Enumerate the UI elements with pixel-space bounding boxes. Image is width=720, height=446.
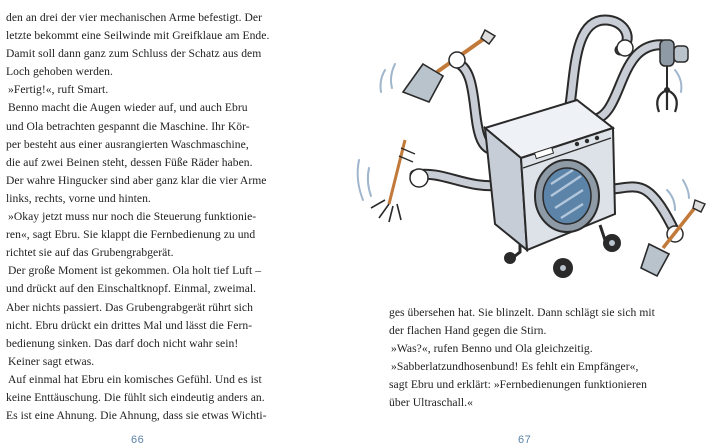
washing-machine-robot-illustration <box>345 0 720 300</box>
text-line: ges übersehen hat. Sie blinzelt. Dann schlägt sie sich mit <box>389 306 655 319</box>
text-line: »Was?«, rufen Benno und Ola gleichzeitig. <box>391 342 593 356</box>
text-line: »Okay jetzt muss nur noch die Steuerung funktionie- <box>8 210 257 224</box>
text-line: sagt Ebru und erklärt: »Fernbedienungen funktionieren <box>389 378 647 392</box>
washing-machine-body <box>485 100 615 250</box>
text-line: Der große Moment ist gekommen. Ola holt tief Luft – <box>8 264 262 278</box>
text-line: den an drei der vier mechanischen Arme befestigt. Der <box>6 11 262 24</box>
page-number-left: 66 <box>131 434 145 446</box>
trowel-icon <box>641 200 705 276</box>
text-line: »Sabberlatzundhosenbund! Es fehlt ein Empfänger«, <box>391 360 639 374</box>
text-line: Loch gehoben werden. <box>6 65 113 79</box>
text-line: Es ist eine Ahnung. Die Ahnung, dass sie etwas Wichti- <box>6 409 267 423</box>
text-line: Aber nichts passiert. Das Grubengrabgerät rührt sich <box>6 300 253 314</box>
text-line: Keiner sagt etwas. <box>8 354 95 368</box>
text-line: letzte bekommt eine Seilwinde mit Greifklaue am Ende. <box>6 29 270 43</box>
text-line: und drückt auf den Einschaltknopf. Einmal, zweimal. <box>6 282 257 296</box>
text-line: nicht. Ebru drückt ein drittes Mal und lässt die Fern- <box>6 318 253 332</box>
right-page-text <box>389 304 655 413</box>
page-number-right: 67 <box>518 434 532 446</box>
text-line: keine Enttäuschung. Die fühlt sich eindeutig anders an. <box>6 390 265 404</box>
left-page-text <box>6 9 274 425</box>
text-line: Damit soll dann ganz zum Schluss der Schatz aus dem <box>6 47 262 61</box>
text-line: richtet sie auf das Grubengrabgerät. <box>6 246 174 260</box>
wheel-icon <box>504 252 516 264</box>
text-line: Der wahre Hingucker sind aber ganz klar die vier Arme <box>6 173 267 187</box>
text-line: über Ultraschall.« <box>389 396 473 410</box>
text-line: ren«, sagt Ebru. Sie klappt die Fernbedienung zu und <box>6 228 256 242</box>
text-line: Benno macht die Augen wieder auf, und auch Ebru <box>8 101 248 115</box>
text-line: der flachen Hand gegen die Stirn. <box>389 324 547 338</box>
rake-icon <box>371 140 428 222</box>
text-line: bedienung sinken. Das darf doch nicht wahr sein! <box>6 336 239 350</box>
text-line: und Ola betrachten gespannt die Maschine. Ihr Kör- <box>6 119 250 133</box>
text-line: die auf zwei Beinen steht, dessen Füße Räder haben. <box>6 155 253 169</box>
text-line: links, rechts, vorne und hinten. <box>6 191 151 205</box>
shovel-icon <box>403 30 495 102</box>
text-line: Auf einmal hat Ebru ein komisches Gefühl. Und es ist <box>8 372 262 386</box>
text-line: per besteht aus einer ausrangierten Waschmaschine, <box>6 137 249 151</box>
text-line: »Fertig!«, ruft Smart. <box>8 83 109 97</box>
